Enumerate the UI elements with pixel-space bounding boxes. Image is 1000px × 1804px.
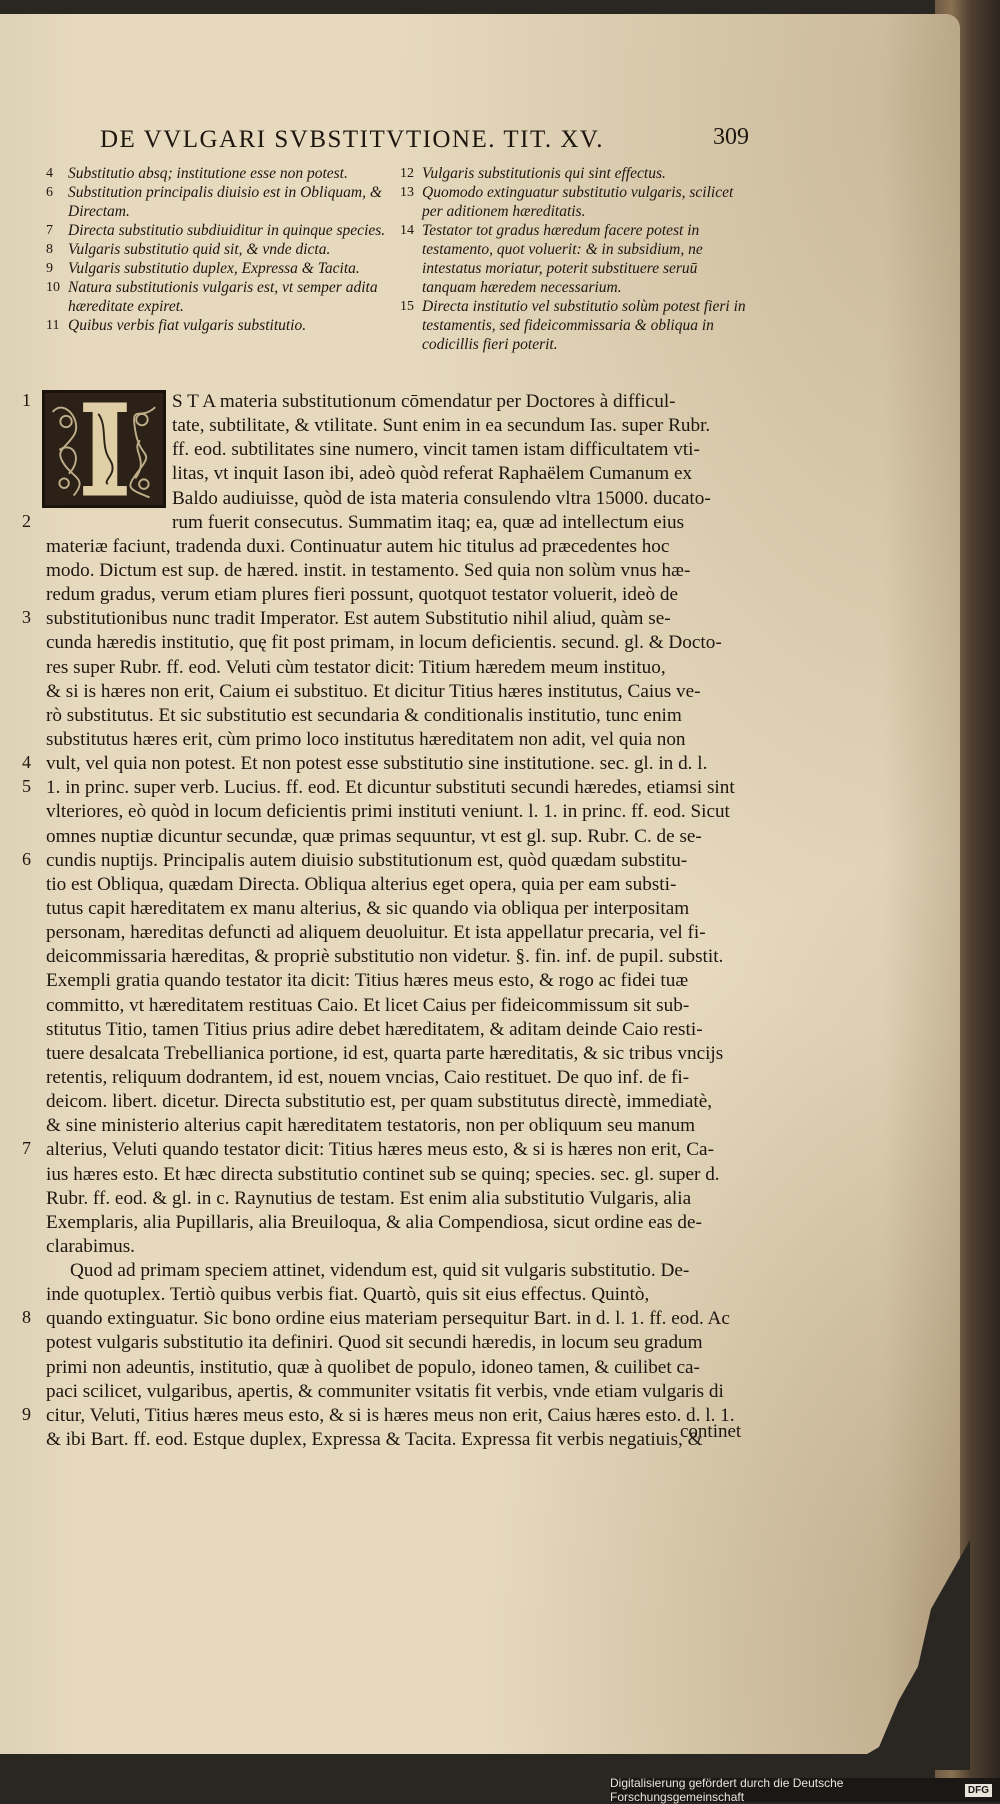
text-line: rò substitutus. Et sic substitutio est secundaria & conditionalis institutio, tunc enim (46, 704, 682, 726)
summary-item-text: Directa substitutio subdiuiditur in quinque species. (68, 222, 386, 239)
text-line: & ibi Bart. ff. eod. Estque duplex, Expressa & Tacita. Expressa fit verbis negatiuis, & (46, 1429, 703, 1451)
text-line: Rubr. ff. eod. & gl. in c. Raynutius de testam. Est enim alia substitutio Vulgaris, alia (46, 1187, 692, 1209)
text-line: tutus capit hæreditatem ex manu alterius, & sic quando via obliqua per interpositam (46, 897, 690, 919)
summary-item-text: Substitution principalis diuisio est in Obliquam, & Directam. (68, 184, 382, 220)
summary-item-text: Substitutio absq; institutione esse non potest. (68, 165, 348, 182)
catchword: continet (680, 1421, 742, 1442)
summary-right-column (400, 164, 752, 354)
summary-item (400, 183, 752, 221)
summary-item (400, 164, 752, 183)
text-line: deicom. libert. dicetur. Directa substitutio est, per quam substitutus directè, immediatè, (46, 1091, 713, 1113)
summary-item-text: Vulgaris substitutio quid sit, & vnde dicta. (68, 241, 331, 258)
text-line: tate, subtilitate, & vtilitate. Sunt enim in ea secundum Ias. super Rubr. (172, 415, 711, 437)
text-line: res super Rubr. ff. eod. Veluti cùm testator dicit: Titium hæredem meum instituo, (46, 656, 666, 678)
text-line: modo. Dictum est sup. de hæred. instit. in testamento. Sed quia non solùm vnus hæ- (46, 559, 691, 581)
text-line: S T A materia substitutionum cōmendatur per Doctores à difficul- (172, 391, 676, 412)
text-line: quando extinguatur. Sic bono ordine eius materiam persequitur Bart. in d. l. 1. ff. eod. Ac (46, 1308, 730, 1330)
summary-item (46, 221, 426, 240)
page-number: 309 (713, 124, 749, 150)
text-line: Baldo audiuisse, quòd de ista materia consulendo vltra 15000. ducato- (172, 487, 711, 509)
text-line: citur, Veluti, Titius hæres meus esto, & si is hæres meus non erit, Caius hæres esto. d. l. 1. (46, 1404, 735, 1426)
summary-item-number: 6 (46, 185, 53, 200)
text-line: ff. eod. subtilitates sine numero, vincit tamen istam difficultatem vti- (172, 439, 700, 461)
summary-item-text: Directa institutio vel substitutio solùm potest fieri in testamentis, sed fideicommissaria & obliqua in codicillis fieri poterit. (422, 298, 746, 353)
summary-item-text: Quomodo extinguatur substitutio vulgaris, scilicet per aditionem hæreditatis. (422, 184, 734, 220)
text-line: vult, vel quia non potest. Et non potest esse substitutio sine institutione. sec. gl. in d. l. (46, 753, 708, 775)
text-line: clarabimus. (46, 1235, 135, 1257)
main-text-body (46, 390, 752, 1452)
margin-number: 8 (22, 1307, 31, 1327)
text-line: potest vulgaris substitutio ita definiri. Quod sit secundi hæredis, in locum seu gradum (46, 1332, 703, 1354)
summary-item (46, 240, 426, 259)
text-line: inde quotuplex. Tertiò quibus verbis fiat. Quartò, quis sit eius effectus. Quintò, (46, 1284, 650, 1306)
text-line: ius hæres esto. Et hæc directa substitutio continet sub se quinq; species. sec. gl. super d. (46, 1163, 720, 1185)
summary-item-number: 4 (46, 166, 53, 181)
summary-item (46, 183, 426, 221)
summary-item-number: 12 (400, 166, 414, 181)
text-line: omnes nuptiæ dicuntur secundæ, quæ primas sequuntur, vt est gl. sup. Rubr. C. de se- (46, 825, 702, 847)
text-line: Exempli gratia quando testator ita dicit: Titius hæres meus esto, & rogo ac fidei tuæ (46, 970, 689, 992)
digitization-credit-bar (610, 1778, 1000, 1802)
summary-item (46, 316, 426, 335)
margin-number: 9 (22, 1404, 31, 1424)
text-line: Exemplaris, alia Pupillaris, alia Breuiloqua, & alia Compendiosa, sicut ordine eas de- (46, 1211, 702, 1233)
text-line: cunda hæredis institutio, quę fit post primam, in locum deficientis. secund. gl. & Docto- (46, 632, 722, 654)
margin-number: 4 (22, 752, 31, 772)
summary-item (46, 259, 426, 278)
text-line: primi non adeuntis, institutio, quæ à quolibet de populo, idoneo tamen, & cuilibet ca- (46, 1356, 700, 1378)
summary-item-text: Vulgaris substitutionis qui sint effectus. (422, 165, 666, 182)
summary-item-number: 10 (46, 280, 60, 295)
text-line: alterius, Veluti quando testator dicit: Titius hæres meus esto, & si is hæres non erit, Ca- (46, 1139, 714, 1161)
text-line: stitutus Titio, tamen Titius prius adire debet hæreditatem, & aditam deinde Caio resti- (46, 1018, 703, 1040)
summary-item-number: 9 (46, 261, 53, 276)
summary-item-number: 13 (400, 185, 414, 200)
margin-number: 6 (22, 849, 31, 869)
text-line: Quod ad primam speciem attinet, videndum est, quid sit vulgaris substitutio. De- (70, 1260, 690, 1282)
text-line: vlteriores, eò quòd in locum deficientis primi instituti veniunt. l. 1. in princ. ff. eod. Sicut (46, 801, 730, 823)
summary-item (400, 221, 752, 297)
summary-item-text: Testator tot gradus hæredum facere potest in testamento, quot voluerit: & in subsidium, ne intestatus moriatur, poterit substituere seruū tanquam hæredem necessarium. (422, 222, 703, 296)
text-line: retentis, reliquum dodrantem, id est, nouem vncias, Caio restituet. De quo inf. de fi- (46, 1066, 690, 1088)
text-line: substitutionibus nunc tradit Imperator. Est autem Substitutio nihil aliud, quàm se- (46, 608, 671, 630)
text-line: redum gradus, verum etiam plures fieri possunt, quotquot testator voluerit, ideò de (46, 584, 678, 606)
summary-item-text: Natura substitutionis vulgaris est, vt semper adita hæreditate expiret. (68, 279, 378, 315)
summary-item (46, 278, 426, 316)
summary-item (400, 297, 752, 354)
text-line: substitutus hæres erit, cùm primo loco institutus hæreditatem non adit, vel quia non (46, 728, 686, 750)
summary-item-number: 7 (46, 223, 53, 238)
margin-number: 7 (22, 1138, 31, 1158)
summary-item-number: 8 (46, 242, 53, 257)
margin-number: 5 (22, 776, 31, 796)
margin-number: 1 (22, 390, 31, 410)
dfg-logo: DFG (965, 1784, 992, 1797)
text-line: personam, hæreditas defuncti ad aliquem deuoluitur. Et ista appellatur precaria, vel fi- (46, 922, 706, 944)
text-line: materiæ faciunt, tradenda duxi. Continuatur autem hic titulus ad præcedentes hoc (46, 535, 670, 557)
text-line: 1. in princ. super verb. Lucius. ff. eod. Et dicuntur substituti secundi hæredes, etiamsi sint (46, 777, 735, 799)
summary-item (46, 164, 426, 183)
summary-item-number: 11 (46, 318, 60, 333)
text-line: paci scilicet, vulgaribus, apertis, & communiter vsitatis fit verbis, vnde etiam vulgaris di (46, 1380, 724, 1402)
margin-number: 2 (22, 511, 31, 531)
text-line: cundis nuptijs. Principalis autem diuisio substitutionum est, quòd quædam substitu- (46, 849, 688, 871)
text-line: committo, vt hæreditatem restituas Caio. Et licet Caius per fideicommissum sit sub- (46, 994, 690, 1016)
text-line: deicommissaria hæreditas, & propriè substitutio non videtur. §. fin. inf. de pupil. substit. (46, 946, 724, 968)
summary-item-number: 15 (400, 299, 414, 314)
book-page (0, 14, 960, 1754)
margin-number: 3 (22, 607, 31, 627)
text-line: & si is hæres non erit, Caium ei substituo. Et dicitur Titius hæres institutus, Caius ve- (46, 680, 701, 702)
summary-item-number: 14 (400, 223, 414, 238)
text-line: tuere desalcata Trebellianica portione, id est, quarta parte hæreditatis, & sic tribus vncijs (46, 1042, 724, 1064)
text-line: rum fuerit consecutus. Summatim itaq; ea, quæ ad intellectum eius (172, 511, 685, 533)
credit-text: Digitalisierung gefördert durch die Deutsche Forschungsgemeinschaft (610, 1776, 844, 1804)
text-line: & sine ministerio alterius capit hæreditatem testatoris, non per obliquum seu manum (46, 1115, 696, 1137)
running-header: DE VVLGARI SVBSTITVTIONE. TIT. XV. (100, 126, 604, 153)
text-line: litas, vt inquit Iason ibi, adeò quòd referat Raphaëlem Cumanum ex (172, 463, 693, 485)
summary-item-text: Quibus verbis fiat vulgaris substitutio. (68, 317, 307, 334)
text-line: tio est Obliqua, quædam Directa. Obliqua alterius eget opera, quia per eam substi- (46, 873, 677, 895)
summary-item-text: Vulgaris substitutio duplex, Expressa & Tacita. (68, 260, 360, 277)
summary-left-column (46, 164, 426, 335)
